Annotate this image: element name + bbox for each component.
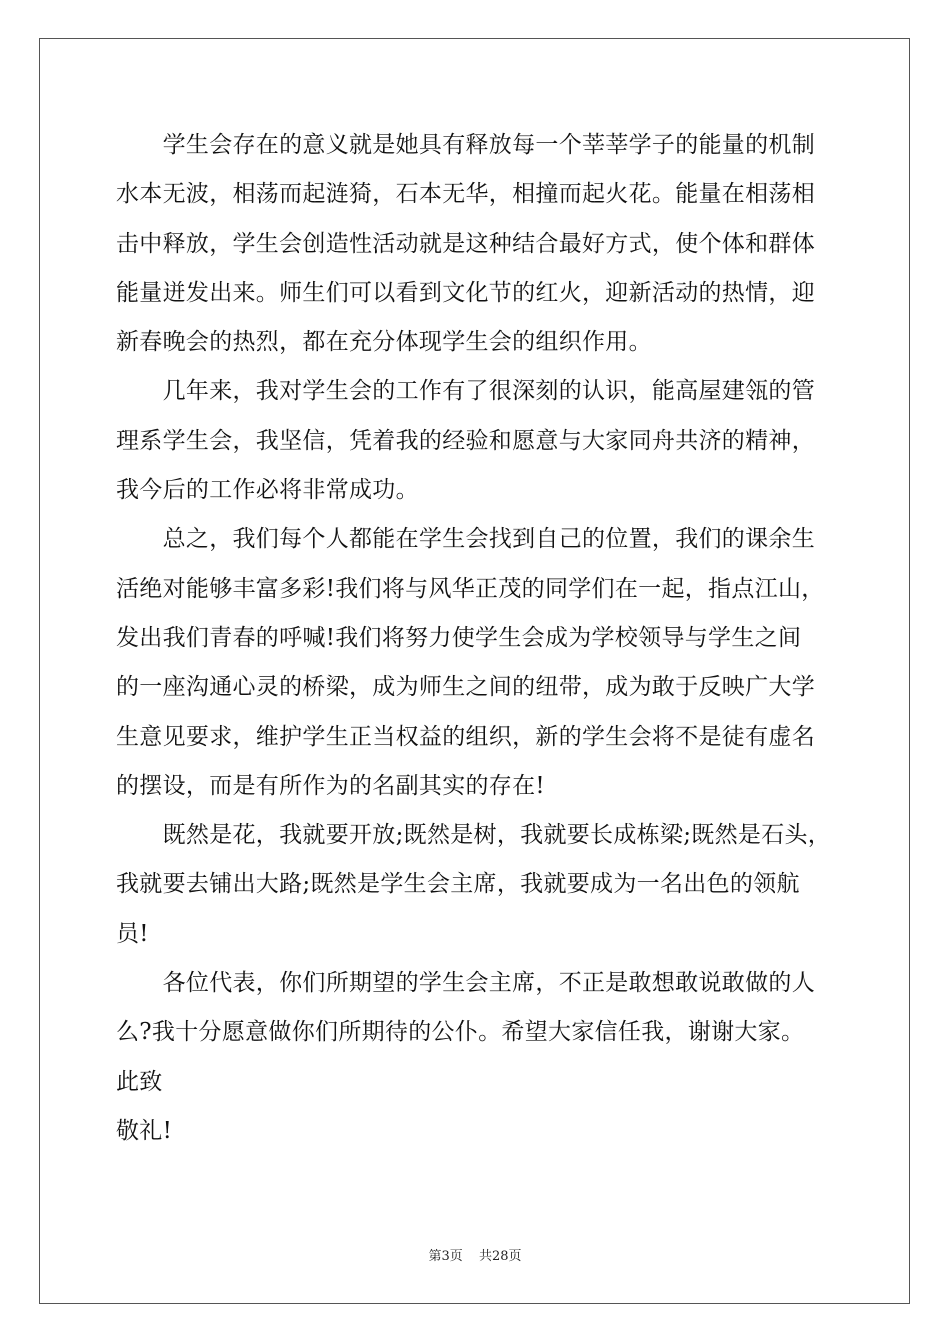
text-line: 理系学生会，我坚信，凭着我的经验和愿意与大家同舟共济的精神， [116, 427, 815, 454]
text-line: 总之，我们每个人都能在学生会找到自己的位置，我们的课余生 [116, 526, 815, 553]
text-line: 发出我们青春的呼喊!我们将努力使学生会成为学校领导与学生之间 [116, 624, 802, 651]
document-body [116, 121, 836, 1156]
text-line: 敬礼! [116, 1117, 173, 1144]
text-line: 学生会存在的意义就是她具有释放每一个莘莘学子的能量的机制 [116, 132, 815, 158]
text-line: 水本无波，相荡而起涟猗，石本无华，相撞而起火花。能量在相荡相 [116, 181, 815, 208]
page-number: 第3页 [428, 1249, 463, 1264]
page-footer [0, 1245, 950, 1264]
text-line: 我就要去铺出大路;既然是学生会主席，我就要成为一名出色的领航 [116, 871, 800, 898]
text-line: 么?我十分愿意做你们所期待的公仆。希望大家信任我，谢谢大家。 [116, 1019, 805, 1046]
page-total: 共28页 [478, 1249, 522, 1264]
text-line: 的一座沟通心灵的桥梁，成为师生之间的纽带，成为敢于反映广大学 [116, 674, 815, 701]
text-line: 几年来，我对学生会的工作有了很深刻的认识，能高屋建瓴的管 [116, 378, 815, 405]
text-line: 新春晚会的热烈，都在充分体现学生会的组织作用。 [116, 329, 652, 356]
text-line: 生意见要求，维护学生正当权益的组织，新的学生会将不是徒有虚名 [116, 723, 815, 750]
text-line: 能量迸发出来。师生们可以看到文化节的红火，迎新活动的热情，迎 [116, 279, 815, 306]
text-line: 活绝对能够丰富多彩!我们将与风华正茂的同学们在一起，指点江山， [116, 575, 825, 602]
text-line: 此致 [116, 1068, 163, 1095]
text-line: 击中释放，学生会创造性活动就是这种结合最好方式，使个体和群体 [116, 230, 815, 257]
text-line: 既然是花，我就要开放;既然是树，我就要长成栋梁;既然是石头， [116, 822, 832, 849]
text-line: 我今后的工作必将非常成功。 [116, 477, 419, 504]
text-line: 的摆设，而是有所作为的名副其实的存在! [116, 772, 545, 799]
text-line: 各位代表，你们所期望的学生会主席，不正是敢想敢说敢做的人 [116, 970, 815, 997]
text-line: 员! [116, 920, 149, 947]
